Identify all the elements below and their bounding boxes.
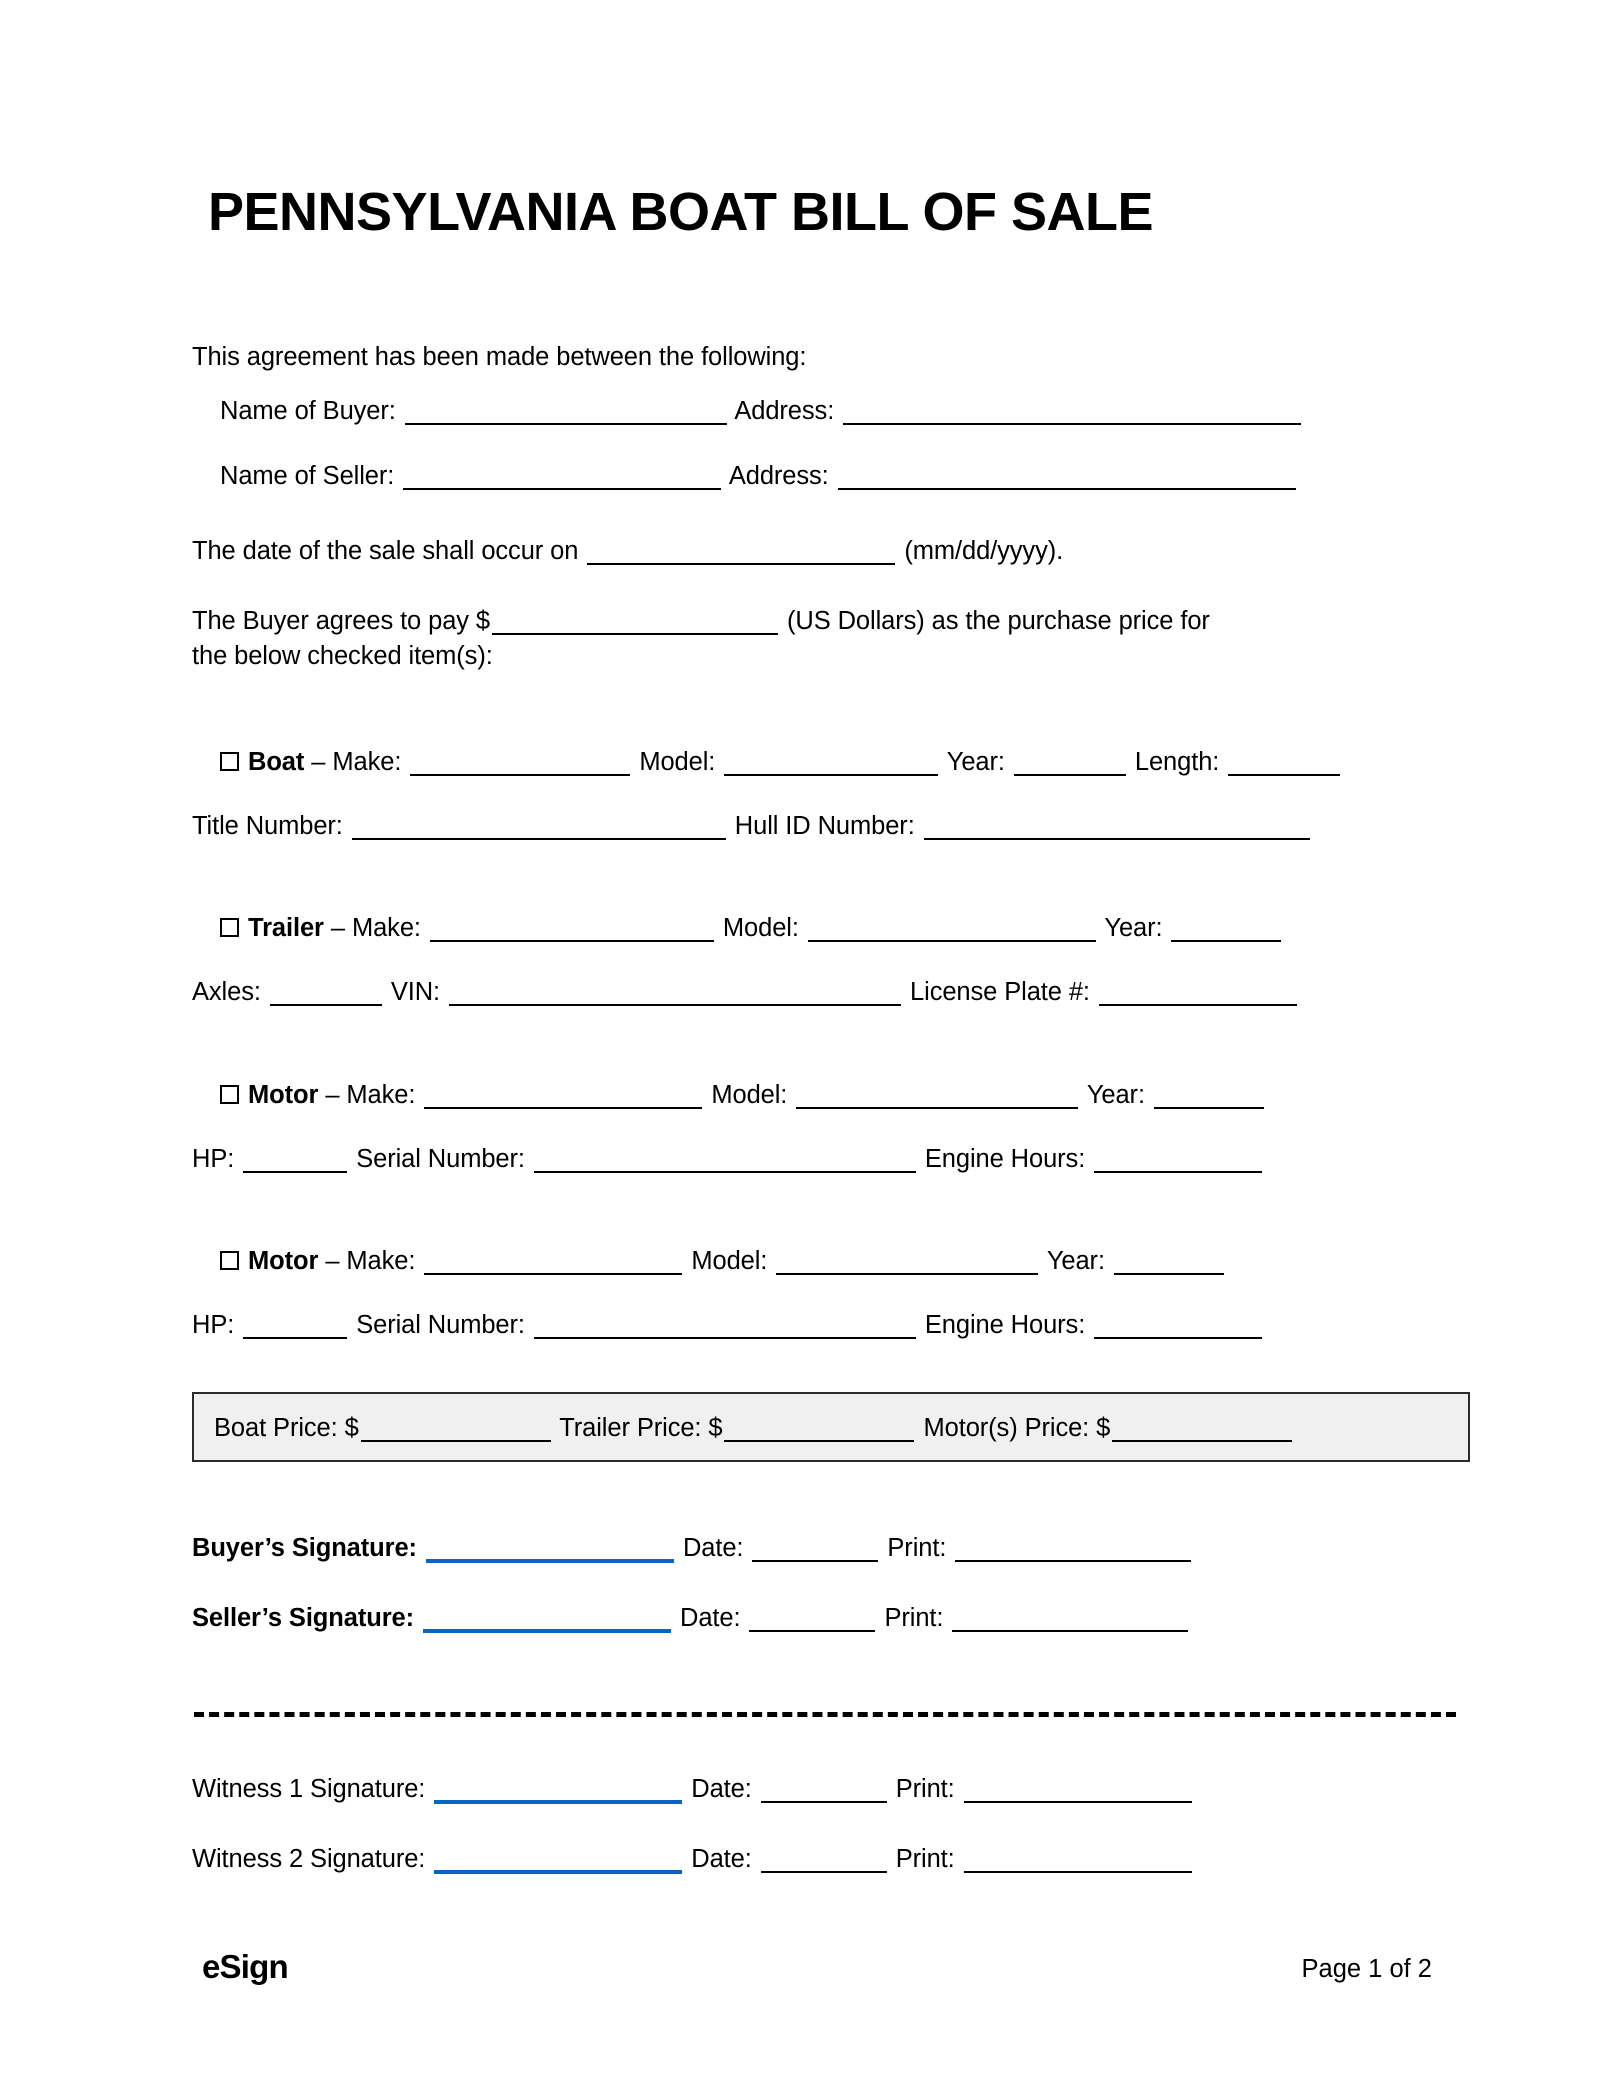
boat-price-label: Boat Price: $ (214, 1414, 359, 1442)
buyer-name-blank[interactable] (405, 398, 727, 425)
buyer-name-label: Name of Buyer: (220, 397, 396, 425)
trailer-vin-label: VIN: (390, 978, 441, 1006)
motor2-engine-hours-blank[interactable] (1094, 1312, 1262, 1339)
seller-date-blank[interactable] (749, 1605, 875, 1632)
witness2-signature-blank[interactable] (434, 1845, 682, 1874)
trailer-make-label: Make: (351, 914, 421, 942)
seller-date-label: Date: (680, 1604, 741, 1632)
trailer-year-label: Year: (1104, 914, 1163, 942)
trailer-vin-blank[interactable] (449, 979, 901, 1006)
trailer-model-blank[interactable] (808, 915, 1096, 942)
motor1-make-blank[interactable] (424, 1082, 702, 1109)
witness1-print-label: Print: (895, 1775, 955, 1803)
witness1-print-blank[interactable] (964, 1776, 1192, 1803)
buyer-address-blank[interactable] (843, 398, 1301, 425)
boat-year-label: Year: (946, 748, 1005, 776)
boat-title-number-label: Title Number: (192, 812, 343, 840)
buyer-date-label: Date: (682, 1534, 744, 1562)
motor2-serial-blank[interactable] (534, 1312, 916, 1339)
motor2-checkbox[interactable] (220, 1251, 239, 1270)
seller-signature-row (192, 1601, 1190, 1635)
buyer-address-label: Address: (734, 397, 835, 425)
trailer-vin-row (192, 975, 1299, 1009)
buyer-print-label: Print: (887, 1534, 947, 1562)
motor2-label: Motor (248, 1247, 319, 1275)
motor2-serial-row (192, 1308, 1264, 1342)
boat-title-number-blank[interactable] (352, 813, 726, 840)
buyer-signature-row (192, 1531, 1193, 1565)
sale-date-suffix: (mm/dd/yyyy). (904, 537, 1064, 565)
boat-length-label: Length: (1134, 748, 1220, 776)
motor2-hp-label: HP: (192, 1311, 235, 1339)
section-divider (194, 1712, 1456, 1717)
boat-model-label: Model: (639, 748, 716, 776)
motor1-serial-blank[interactable] (534, 1146, 916, 1173)
witness1-signature-label: Witness 1 Signature: (192, 1775, 426, 1803)
seller-name-blank[interactable] (403, 463, 721, 490)
purchase-price-line2: the below checked item(s): (192, 642, 493, 670)
buyer-print-blank[interactable] (955, 1535, 1191, 1562)
boat-price-blank[interactable] (361, 1415, 551, 1442)
motor1-engine-hours-label: Engine Hours: (924, 1145, 1086, 1173)
motor1-label: Motor (248, 1081, 319, 1109)
motor2-hp-blank[interactable] (243, 1312, 347, 1339)
boat-make-blank[interactable] (410, 749, 630, 776)
motors-price-label: Motor(s) Price: $ (923, 1414, 1111, 1442)
seller-row (220, 459, 1298, 493)
witness1-date-label: Date: (691, 1775, 752, 1803)
witness2-date-label: Date: (691, 1845, 752, 1873)
motor1-model-blank[interactable] (796, 1082, 1078, 1109)
witness1-date-blank[interactable] (761, 1776, 887, 1803)
trailer-year-blank[interactable] (1171, 915, 1281, 942)
seller-name-label: Name of Seller: (220, 462, 395, 490)
purchase-price-row (192, 604, 1210, 638)
motor1-item-row (220, 1078, 1266, 1112)
intro-text: This agreement has been made between the following: (192, 343, 807, 371)
seller-address-blank[interactable] (838, 463, 1296, 490)
motor1-year-label: Year: (1086, 1081, 1145, 1109)
buyer-signature-blank[interactable] (426, 1534, 674, 1563)
trailer-label: Trailer (248, 914, 324, 942)
trailer-price-blank[interactable] (724, 1415, 914, 1442)
boat-item-row (220, 745, 1342, 779)
motor1-make-label: Make: (346, 1081, 416, 1109)
sale-date-row (192, 534, 1063, 568)
boat-make-label: Make: (332, 748, 402, 776)
motor1-engine-hours-blank[interactable] (1094, 1146, 1262, 1173)
page-title: PENNSYLVANIA BOAT BILL OF SALE (208, 182, 1154, 242)
purchase-price-suffix: (US Dollars) as the purchase price for (787, 607, 1210, 635)
motor2-model-blank[interactable] (776, 1248, 1038, 1275)
purchase-price-blank[interactable] (492, 608, 778, 635)
trailer-price-label: Trailer Price: $ (559, 1414, 723, 1442)
motor1-year-blank[interactable] (1154, 1082, 1264, 1109)
motor1-hp-blank[interactable] (243, 1146, 347, 1173)
motor1-dash: – (325, 1081, 340, 1109)
trailer-model-label: Model: (722, 914, 799, 942)
motor1-checkbox[interactable] (220, 1085, 239, 1104)
purchase-price-prefix: The Buyer agrees to pay $ (192, 607, 491, 635)
motor2-year-blank[interactable] (1114, 1248, 1224, 1275)
sale-date-blank[interactable] (587, 538, 895, 565)
motor1-serial-row (192, 1142, 1264, 1176)
boat-title-row (192, 809, 1312, 843)
trailer-license-plate-label: License Plate #: (910, 978, 1090, 1006)
seller-signature-label: Seller’s Signature: (192, 1604, 415, 1632)
boat-hull-id-label: Hull ID Number: (734, 812, 915, 840)
witness2-signature-label: Witness 2 Signature: (192, 1845, 426, 1873)
price-summary-row (214, 1411, 1294, 1445)
boat-length-blank[interactable] (1228, 749, 1340, 776)
trailer-item-row (220, 911, 1283, 945)
buyer-date-blank[interactable] (752, 1535, 878, 1562)
trailer-checkbox[interactable] (220, 918, 239, 937)
boat-label: Boat (248, 748, 305, 776)
motor2-year-label: Year: (1046, 1247, 1105, 1275)
motor2-make-blank[interactable] (424, 1248, 682, 1275)
motor2-serial-label: Serial Number: (356, 1311, 525, 1339)
motors-price-blank[interactable] (1112, 1415, 1292, 1442)
boat-hull-id-blank[interactable] (924, 813, 1310, 840)
trailer-dash: – (330, 914, 345, 942)
buyer-signature-label: Buyer’s Signature: (192, 1534, 417, 1562)
motor2-engine-hours-label: Engine Hours: (924, 1311, 1086, 1339)
motor2-model-label: Model: (691, 1247, 768, 1275)
witness2-date-blank[interactable] (761, 1846, 887, 1873)
price-summary-box (192, 1392, 1470, 1462)
boat-year-blank[interactable] (1014, 749, 1126, 776)
trailer-axles-label: Axles: (192, 978, 261, 1006)
witness2-print-label: Print: (895, 1845, 955, 1873)
motor2-dash: – (325, 1247, 340, 1275)
witness1-signature-blank[interactable] (434, 1775, 682, 1804)
trailer-license-plate-blank[interactable] (1099, 979, 1297, 1006)
motor1-model-label: Model: (711, 1081, 788, 1109)
trailer-make-blank[interactable] (430, 915, 714, 942)
page-number: Page 1 of 2 (1301, 1955, 1432, 1983)
esign-logo: eSign (202, 1948, 288, 1985)
boat-model-blank[interactable] (724, 749, 938, 776)
motor2-item-row (220, 1244, 1226, 1278)
trailer-axles-blank[interactable] (270, 979, 382, 1006)
motor1-hp-label: HP: (192, 1145, 235, 1173)
witness1-signature-row (192, 1772, 1194, 1806)
seller-address-label: Address: (728, 462, 829, 490)
witness2-signature-row (192, 1842, 1194, 1876)
motor2-make-label: Make: (346, 1247, 416, 1275)
buyer-row (220, 394, 1303, 428)
boat-dash: – (311, 748, 326, 776)
seller-print-label: Print: (884, 1604, 944, 1632)
witness2-print-blank[interactable] (964, 1846, 1192, 1873)
sale-date-prefix: The date of the sale shall occur on (192, 537, 579, 565)
seller-signature-blank[interactable] (423, 1604, 671, 1633)
seller-print-blank[interactable] (952, 1605, 1188, 1632)
boat-checkbox[interactable] (220, 752, 239, 771)
motor1-serial-label: Serial Number: (356, 1145, 525, 1173)
